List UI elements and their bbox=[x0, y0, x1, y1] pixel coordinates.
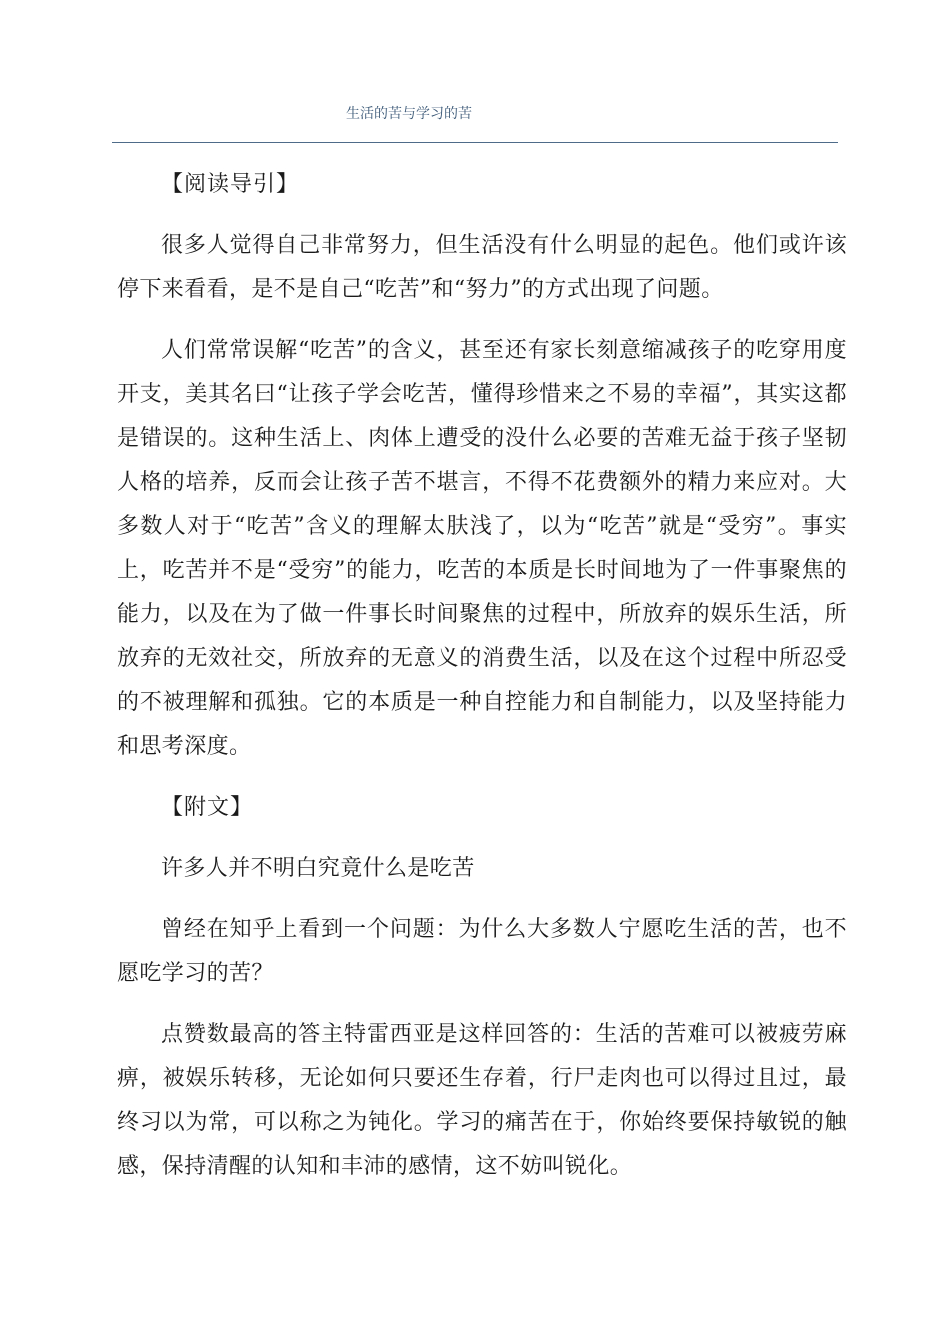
appendix-title: 许多人并不明白究竟什么是吃苦 bbox=[161, 856, 475, 881]
body-paragraph: 人们常常误解“吃苦”的含义，甚至还有家长刻意缩减孩子的吃穿用度开支，美其名曰“让孩子学会吃苦，懂得珍惜来之不易的幸福”，其实这都是错误的。这种生活上、肉体上遭受的没什么必要的苦难无益于孩子坚韧人格的培养，反而会让孩子苦不堪言，不得不花费额外的精力来应对。大多数人对于“吃苦”含义的理解太肤浅了，以为“吃苦”就是“受穷”。事实上，吃苦并不是“受穷”的能力，吃苦的本质是长时间地为了一件事聚焦的能力，以及在为了做一件事长时间聚焦的过程中，所放弃的娱乐生活，所放弃的无效社交，所放弃的无意义的消费生活，以及在这个过程中所忍受的不被理解和孤独。它的本质是一种自控能力和自制能力，以及坚持能力和思考深度。 bbox=[117, 338, 847, 759]
body-paragraph: 很多人觉得自己非常努力，但生活没有什么明显的起色。他们或许该停下来看看，是不是自己“吃苦”和“努力”的方式出现了问题。 bbox=[117, 233, 847, 302]
document-body bbox=[117, 163, 847, 1206]
running-header-title: 生活的苦与学习的苦 bbox=[346, 106, 472, 122]
body-paragraph: 点赞数最高的答主特雷西亚是这样回答的：生活的苦难可以被疲劳麻痹，被娱乐转移，无论如何只要还生存着，行尸走肉也可以得过且过，最终习以为常，可以称之为钝化。学习的痛苦在于，你始终要保持敏锐的触感，保持清醒的认知和丰沛的感情，这不妨叫锐化。 bbox=[117, 1022, 847, 1179]
header-divider bbox=[112, 142, 838, 143]
section-heading-appendix: 【附文】 bbox=[161, 795, 254, 820]
body-paragraph: 曾经在知乎上看到一个问题：为什么大多数人宁愿吃生活的苦，也不愿吃学习的苦？ bbox=[117, 917, 847, 986]
section-heading-reading-guide: 【阅读导引】 bbox=[161, 172, 300, 197]
